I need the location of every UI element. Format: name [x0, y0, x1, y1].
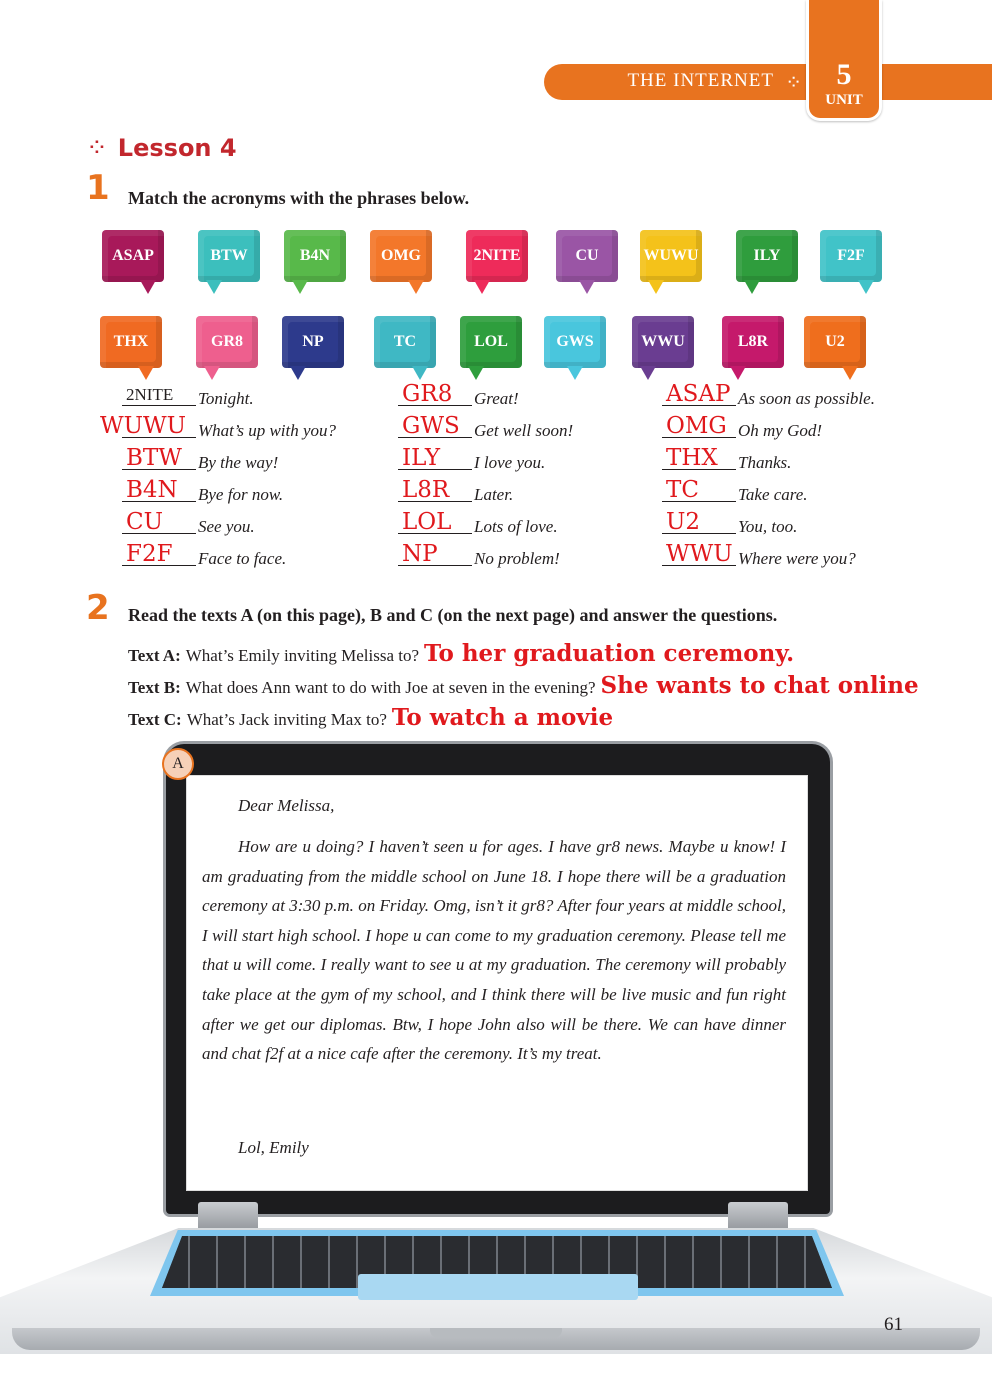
question-text: What’s Emily inviting Melissa to?: [185, 646, 420, 665]
exercise-2-number: 2: [86, 588, 110, 628]
match-row: [662, 478, 912, 508]
phrase-text: Tonight.: [198, 389, 254, 408]
handwritten-acronym-answer: B4N: [126, 477, 178, 503]
laptop-front-notch: [430, 1328, 562, 1338]
acronym-bubble: L8R: [722, 316, 784, 368]
exercise-2-instruction: Read the texts A (on this page), B and C (on the next page) and answer the questions.: [128, 605, 778, 625]
match-row: [122, 542, 372, 572]
handwritten-acronym-answer: LOL: [402, 509, 452, 535]
handwritten-answer: She wants to chat online: [600, 672, 919, 699]
question-label: Text A:: [128, 646, 181, 665]
acronym-bubble: NP: [282, 316, 344, 368]
acronym-bubble: B4N: [284, 230, 346, 282]
match-row: [398, 414, 648, 444]
question-text: What does Ann want to do with Joe at seven in the evening?: [185, 678, 596, 697]
phrase-text: Face to face.: [198, 549, 287, 568]
phrase-text: As soon as possible.: [738, 389, 875, 408]
match-row: [662, 510, 912, 540]
section-title: THE INTERNET: [627, 70, 774, 91]
question-row: [128, 672, 919, 699]
phrase-text: Thanks.: [738, 453, 792, 472]
acronym-bubble: THX: [100, 316, 162, 368]
unit-header-bar: [544, 64, 992, 100]
acronym-bubble: GR8: [196, 316, 258, 368]
question-text: What’s Jack inviting Max to?: [186, 710, 387, 729]
match-row: [662, 446, 912, 476]
match-row: [122, 382, 372, 412]
acronym-bubble: WWU: [632, 316, 694, 368]
phrase-text: Oh my God!: [738, 421, 823, 440]
match-row: [662, 542, 912, 572]
handwritten-acronym-answer: BTW: [126, 445, 182, 471]
acronym-bubble: BTW: [198, 230, 260, 282]
phrase-text: Great!: [474, 389, 519, 408]
acronym-bubble: WUWU: [640, 230, 702, 282]
handwritten-acronym-answer: THX: [666, 445, 718, 471]
acronym-bubble: F2F: [820, 230, 882, 282]
handwritten-acronym-answer: NP: [402, 541, 438, 567]
phrase-text: No problem!: [474, 549, 560, 568]
match-row: [398, 446, 648, 476]
acronym-bubble: OMG: [370, 230, 432, 282]
acronym-bubble: LOL: [460, 316, 522, 368]
handwritten-acronym-answer: 2NITE: [126, 385, 174, 404]
match-row: [398, 478, 648, 508]
letter-greeting: Dear Melissa,: [238, 796, 335, 815]
lesson-heading: [86, 134, 237, 162]
unit-number: 5: [836, 58, 852, 91]
dots-icon: ⁘: [785, 72, 802, 94]
letter-body: How are u doing? I haven’t seen u for ages. I have gr8 news. Maybe u know! I am graduating from the middle school on June 18. I hope there will be a graduation ceremony at 3:30 p.m. on Friday. Omg, isn’t it gr8? After four years at middle school, I will start high school. I hope u can come to my graduation ceremony. Please tell me that u will come. I really want to see u at my graduation. The ceremony will probably take place at the gym of my school, and I think there will be live music and fun right after we get our diplomas. Btw, I hope John also will be there. We can have dinner and chat f2f at a nice cafe after the ceremony. It’s my treat.: [202, 837, 786, 1064]
handwritten-acronym-answer: ASAP: [666, 381, 731, 407]
acronym-bubble: U2: [804, 316, 866, 368]
handwritten-answer: To her graduation ceremony.: [424, 640, 795, 667]
match-row: [662, 414, 912, 444]
handwritten-acronym-answer: U2: [666, 509, 701, 535]
lesson-title: Lesson 4: [117, 134, 237, 162]
unit-label: UNIT: [825, 92, 863, 108]
exercise-1-instruction: Match the acronyms with the phrases below.: [128, 188, 470, 208]
phrase-text: You, too.: [738, 517, 798, 536]
match-row: [122, 510, 372, 540]
acronym-bubble: GWS: [544, 316, 606, 368]
acronym-bubble: ASAP: [102, 230, 164, 282]
phrase-text: See you.: [198, 517, 255, 536]
phrase-text: By the way!: [198, 453, 279, 472]
handwritten-acronym-answer: WWU: [666, 541, 733, 567]
handwritten-acronym-answer: CU: [126, 509, 163, 535]
phrase-text: Lots of love.: [474, 517, 558, 536]
phrase-text: I love you.: [474, 453, 546, 472]
handwritten-acronym-answer: L8R: [402, 477, 450, 503]
laptop-touchpad: [358, 1274, 638, 1300]
match-row: [398, 382, 648, 412]
handwritten-acronym-answer: F2F: [126, 541, 173, 567]
phrase-text: Later.: [474, 485, 514, 504]
handwritten-acronym-answer: GWS: [402, 413, 460, 439]
question-label: Text C:: [128, 710, 182, 729]
unit-tab: [806, 0, 882, 121]
question-row: [128, 704, 613, 731]
handwritten-acronym-answer: OMG: [666, 413, 727, 439]
question-row: [128, 640, 794, 667]
phrase-text: Bye for now.: [198, 485, 284, 504]
handwritten-acronym-answer: WUWU: [100, 413, 187, 439]
match-row: [122, 478, 372, 508]
page-number: 61: [884, 1314, 903, 1335]
handwritten-acronym-answer: TC: [666, 477, 699, 503]
handwritten-acronym-answer: GR8: [402, 381, 453, 407]
laptop-base: [0, 1228, 992, 1400]
dots-bullet-icon: ⁘: [86, 133, 108, 163]
handwritten-answer: To watch a movie: [391, 704, 614, 731]
acronym-bubble: ILY: [736, 230, 798, 282]
phrase-text: Get well soon!: [474, 421, 574, 440]
acronym-bubble: TC: [374, 316, 436, 368]
phrase-text: Take care.: [738, 485, 808, 504]
acronym-bubble: CU: [556, 230, 618, 282]
exercise-1-number: 1: [86, 168, 110, 208]
match-row: [122, 446, 372, 476]
phrase-text: What’s up with you?: [198, 421, 337, 440]
acronym-bubble: 2NITE: [466, 230, 528, 282]
question-label: Text B:: [128, 678, 181, 697]
match-row: [398, 542, 648, 572]
phrase-text: Where were you?: [738, 549, 856, 568]
text-a-tag: A: [162, 748, 194, 780]
match-row: [398, 510, 648, 540]
handwritten-acronym-answer: ILY: [402, 445, 441, 471]
match-row: [100, 413, 372, 444]
letter-signoff: Lol, Emily: [238, 1138, 309, 1157]
match-row: [662, 382, 912, 412]
